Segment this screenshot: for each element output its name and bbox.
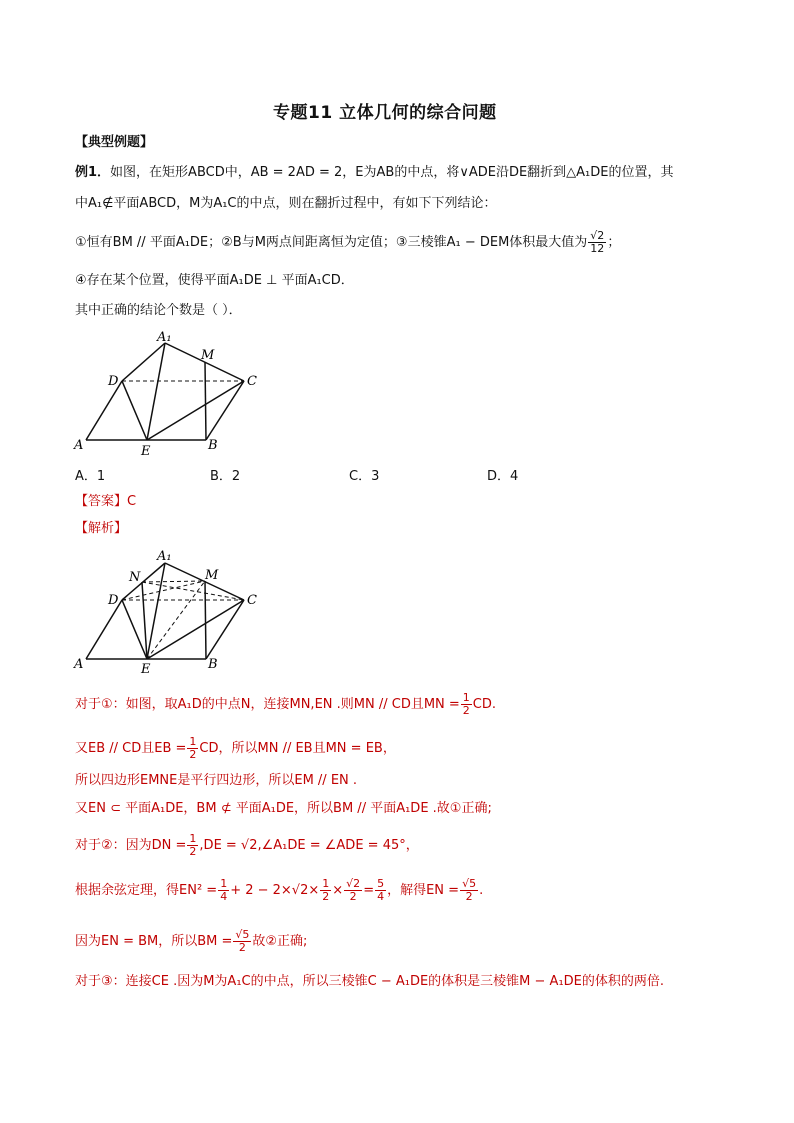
fraction-denominator: 2 — [189, 845, 197, 858]
fraction-denominator: 2 — [322, 890, 330, 903]
example-line-4: ④存在某个位置，使得平面A₁DE ⊥ 平面A₁CD． — [75, 273, 354, 288]
label-c: C — [247, 593, 257, 608]
label-a1: A₁ — [157, 549, 172, 564]
label-e: E — [141, 444, 151, 459]
fraction-denominator: 2 — [465, 890, 473, 903]
edge-a1e — [147, 343, 165, 440]
edge-de — [122, 381, 147, 440]
option-d: D．4 — [487, 469, 519, 484]
fraction-numerator: 1 — [189, 832, 197, 845]
label-b: B — [208, 438, 218, 453]
answer-label: 【答案】 — [75, 494, 128, 509]
solution-text: 因为EN = BM，所以BM = — [75, 934, 233, 949]
solution-text: ，解得EN = — [387, 883, 460, 898]
solution-text: + 2 − 2×√2× — [230, 883, 320, 898]
fraction-denominator: 2 — [238, 941, 246, 954]
solution-line-5 — [75, 833, 419, 858]
fraction-numerator: 5 — [377, 877, 385, 890]
label-n: N — [129, 570, 141, 585]
solution-text: CD. — [472, 697, 497, 712]
example-line-3-text: ①恒有BM // 平面A₁DE；②B与M两点间距离恒为定值；③三棱锥A₁ − DEM体积最大值为 — [75, 235, 588, 250]
label-a1: A₁ — [157, 330, 172, 345]
fraction — [461, 692, 472, 717]
label-m: M — [205, 568, 219, 583]
answer-line — [75, 493, 136, 511]
edge-bc — [206, 381, 244, 440]
example-line-2: 中A₁∉平面ABCD，M为A₁C的中点，则在翻折过程中，有如下下列结论： — [75, 196, 497, 211]
example-line-3-end: ； — [607, 235, 621, 250]
edge-mb — [205, 362, 206, 440]
solution-line-6 — [75, 878, 483, 903]
solution-text: × — [332, 883, 344, 898]
solution-line-2 — [75, 736, 396, 761]
fraction — [187, 833, 198, 858]
fraction — [218, 878, 229, 903]
fraction-denominator: 2 — [349, 890, 357, 903]
analysis-label: 【解析】 — [75, 521, 128, 536]
label-e: E — [141, 662, 151, 675]
solution-text: 又EB // CD且EB = — [75, 741, 187, 756]
label-d: D — [108, 374, 119, 389]
fraction-numerator: 1 — [189, 735, 197, 748]
label-m: M — [201, 348, 215, 363]
fraction-denominator: 2 — [462, 704, 470, 717]
fraction — [320, 878, 331, 903]
fraction — [460, 878, 478, 903]
fraction-numerator: √5 — [462, 877, 477, 890]
fraction-numerator: 1 — [322, 877, 330, 890]
solution-text: 故②正确; — [252, 934, 308, 949]
solution-text: 对于②：因为DN = — [75, 838, 187, 853]
edge-ad — [86, 600, 122, 659]
option-c: C．3 — [349, 469, 380, 484]
fraction-denominator: 12 — [590, 242, 605, 255]
solution-text: ,DE = √2,∠A₁DE = ∠ADE = 45°， — [199, 838, 419, 853]
fraction-numerator: 1 — [462, 691, 470, 704]
edge-bc — [206, 600, 244, 659]
fraction-numerator: 1 — [220, 877, 228, 890]
edge-ec — [147, 600, 244, 659]
fraction — [375, 878, 386, 903]
fraction-numerator: √5 — [235, 928, 250, 941]
solution-text: . — [479, 883, 484, 898]
option-a: A．1 — [75, 469, 106, 484]
label-a: A — [74, 438, 84, 453]
fraction — [233, 929, 251, 954]
fraction-denominator: 2 — [189, 748, 197, 761]
edge-ec — [147, 381, 244, 440]
solution-line-1 — [75, 692, 496, 717]
fraction-numerator: √2 — [590, 229, 605, 242]
solution-line-8: 对于③：连接CE .因为M为A₁C的中点，所以三棱锥C − A₁DE的体积是三棱锥M − A₁DE的体积的两倍. — [75, 974, 665, 989]
page-title: 专题11 立体几何的综合问题 — [273, 103, 497, 123]
label-d: D — [108, 593, 119, 608]
solution-text: 对于①：如图，取A₁D的中点N，连接MN,EN .则MN // CD且MN = — [75, 697, 460, 712]
edge-nc-hidden — [142, 582, 244, 600]
solution-line-7 — [75, 929, 307, 954]
fraction-denominator: 4 — [220, 890, 228, 903]
solution-text: 根据余弦定理，得EN² = — [75, 883, 218, 898]
example-line-3 — [75, 230, 620, 255]
example-label: 例1． — [75, 165, 111, 180]
figure-2 — [70, 545, 270, 675]
edge-em-hidden — [147, 581, 205, 659]
figure-1 — [70, 325, 270, 460]
label-b: B — [208, 657, 218, 672]
fraction — [344, 878, 362, 903]
fraction — [588, 230, 606, 255]
edge-a1e — [147, 563, 165, 659]
fraction-denominator: 4 — [377, 890, 385, 903]
example-line-1-text: 如图，在矩形ABCD中，AB = 2AD = 2，E为AB的中点，将∨ADE沿DE翻折到△A₁DE的位置，其 — [110, 165, 674, 180]
edge-ad — [86, 381, 122, 440]
section-header: 【典型例题】 — [75, 135, 154, 150]
answer-value: C — [127, 494, 137, 509]
option-b: B．2 — [210, 469, 241, 484]
solution-text: CD，所以MN // EB且MN = EB， — [199, 741, 396, 756]
solution-text: = — [363, 883, 375, 898]
label-a: A — [74, 657, 84, 672]
fraction — [187, 736, 198, 761]
label-c: C — [247, 374, 257, 389]
edge-nm-hidden — [142, 581, 205, 582]
solution-line-4: 又EN ⊂ 平面A₁DE，BM ⊄ 平面A₁DE，所以BM // 平面A₁DE .故①正确; — [75, 801, 492, 816]
example-line-5: 其中正确的结论个数是（ ）． — [75, 303, 242, 318]
example-line-1 — [75, 164, 674, 182]
solution-line-3: 所以四边形EMNE是平行四边形，所以EM // EN . — [75, 773, 358, 788]
fraction-numerator: √2 — [346, 877, 361, 890]
